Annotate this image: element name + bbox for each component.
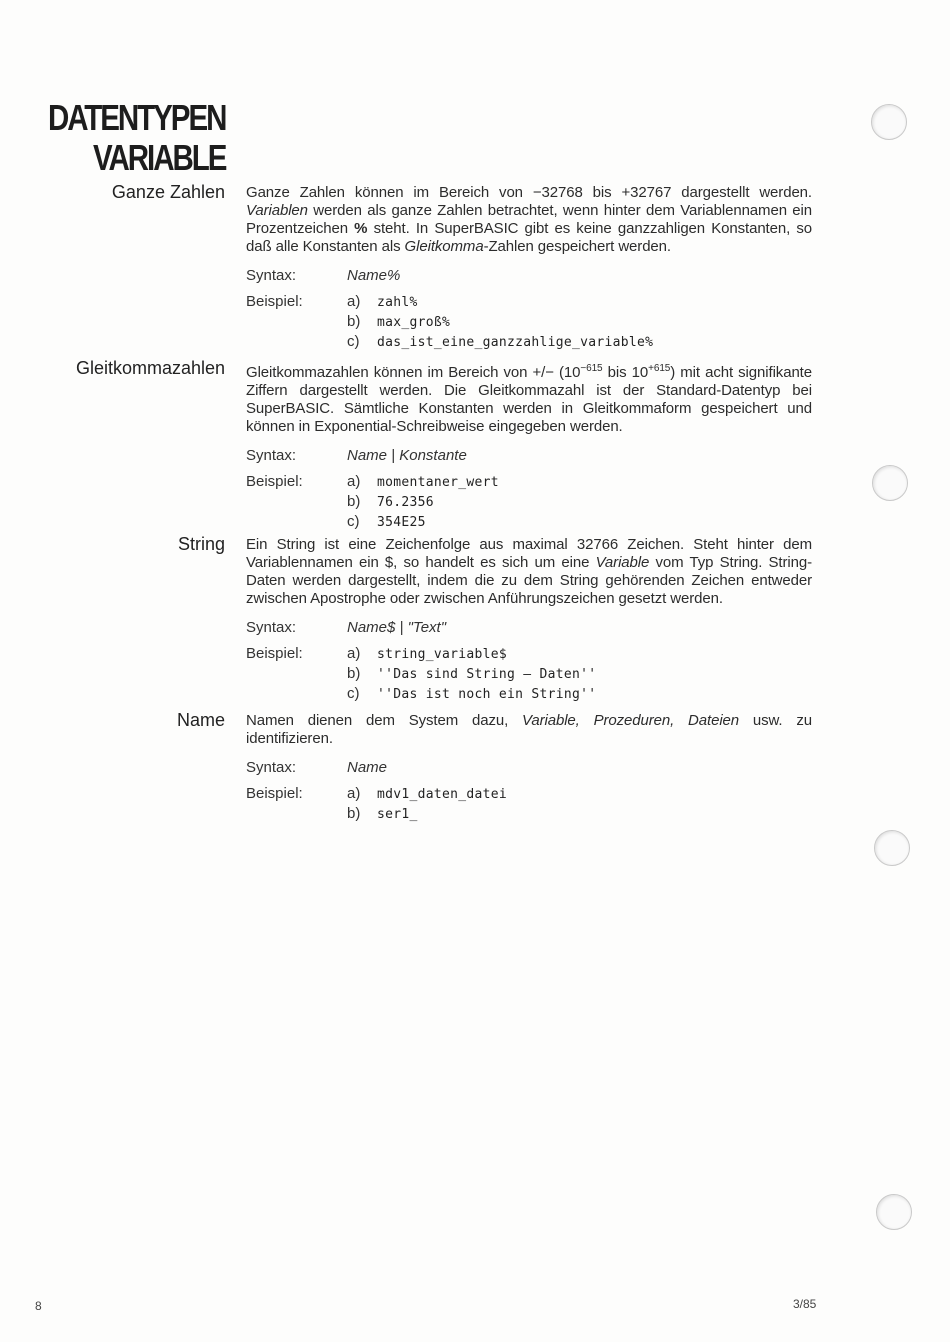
punch-hole-icon <box>872 465 908 501</box>
example-item: b) ''Das sind String – Daten'' <box>246 664 812 684</box>
punch-hole-icon <box>876 1194 912 1230</box>
section-paragraph: Ein String ist eine Zeichenfolge aus maximal 32766 Zeichen. Steht hinter dem Variablennamen ein $, so handelt es sich um eine Variable vom Typ String. String-Daten werden dargestellt, indem die zu dem String gehörenden Zeichen entweder zwischen Apostrophe oder zwischen Anführungszeichen gesetzt werden. <box>246 536 812 607</box>
syntax-label: Syntax: <box>246 759 297 776</box>
syntax-value: Name <box>347 759 388 776</box>
section-heading: Ganze Zahlen <box>111 182 225 202</box>
section-content <box>246 536 812 704</box>
section-content <box>246 712 812 824</box>
page-number: 8 <box>35 1299 42 1313</box>
section-paragraph: Namen dienen dem System dazu, Variable, Prozeduren, Dateien usw. zu identifizieren. <box>246 712 812 747</box>
syntax-label: Syntax: <box>246 619 297 636</box>
beispiel-label: Beispiel: <box>246 293 303 310</box>
example-item: c) ''Das ist noch ein String'' <box>246 684 812 704</box>
example-code: ''Das ist noch ein String'' <box>377 687 597 702</box>
example-list <box>246 644 812 704</box>
example-code: string_variable$ <box>377 647 508 662</box>
example-code: max_groß% <box>377 315 451 330</box>
example-list <box>246 292 812 352</box>
example-code: zahl% <box>377 295 418 310</box>
example-code: 354E25 <box>377 515 426 530</box>
syntax-row <box>246 618 812 644</box>
example-code: mdv1_daten_datei <box>377 787 508 802</box>
syntax-label: Syntax: <box>246 267 297 284</box>
example-item: a) momentaner_wert <box>246 472 812 492</box>
syntax-row <box>246 758 812 784</box>
section-content <box>246 360 812 532</box>
section-heading: Name <box>176 710 225 730</box>
section-heading: Gleitkommazahlen <box>75 358 225 378</box>
section-heading: String <box>177 534 225 554</box>
syntax-value: Name | Konstante <box>347 447 467 464</box>
example-item: b) ser1_ <box>246 804 812 824</box>
syntax-row <box>246 446 812 472</box>
edition-date: 3/85 <box>793 1297 817 1311</box>
punch-hole-icon <box>874 830 910 866</box>
syntax-row <box>246 266 812 292</box>
example-code: ser1_ <box>377 807 418 822</box>
example-item: a) mdv1_daten_datei <box>246 784 812 804</box>
title-line-1: DATENTYPEN <box>47 97 225 138</box>
example-item: b) max_groß% <box>246 312 812 332</box>
example-code: 76.2356 <box>377 495 434 510</box>
example-list <box>246 784 812 824</box>
page-title <box>48 98 225 178</box>
example-item: a) zahl% <box>246 292 812 312</box>
example-item: c) 354E25 <box>246 512 812 532</box>
syntax-label: Syntax: <box>246 447 297 464</box>
example-item: c) das_ist_eine_ganzzahlige_variable% <box>246 332 812 352</box>
example-code: momentaner_wert <box>377 475 499 490</box>
title-line-2: VARIABLE <box>92 137 225 178</box>
example-code: ''Das sind String – Daten'' <box>377 667 597 682</box>
syntax-value: Name$ | "Text" <box>347 619 447 636</box>
example-list <box>246 472 812 532</box>
beispiel-label: Beispiel: <box>246 785 303 802</box>
example-code: das_ist_eine_ganzzahlige_variable% <box>377 335 654 350</box>
example-item: b) 76.2356 <box>246 492 812 512</box>
punch-hole-icon <box>871 104 907 140</box>
syntax-value: Name% <box>347 267 401 284</box>
section-paragraph: Ganze Zahlen können im Bereich von −32768 bis +32767 dargestellt werden. Variablen werden als ganze Zahlen betrachtet, wenn hinter dem Variablennamen ein Prozentzeichen % steht. In SuperBASIC gibt es keine ganzzahligen Konstanten, so daß alle Konstanten als Gleitkomma-Zahlen gespeichert werden. <box>246 184 812 255</box>
example-item: a) string_variable$ <box>246 644 812 664</box>
section-content <box>246 184 812 352</box>
beispiel-label: Beispiel: <box>246 473 303 490</box>
beispiel-label: Beispiel: <box>246 645 303 662</box>
section-paragraph: Gleitkommazahlen können im Bereich von +/− ($10^{-615}$ bis $10^{+615}$) mit acht signifikante Ziffern dargestellt werden. Die Gleitkommazahl ist der Standard-Datentyp bei SuperBASIC. Sämtliche Konstanten werden in Gleitkommaform gespeichert und können in Exponential-Schreibweise eingegeben werden. <box>246 363 812 435</box>
